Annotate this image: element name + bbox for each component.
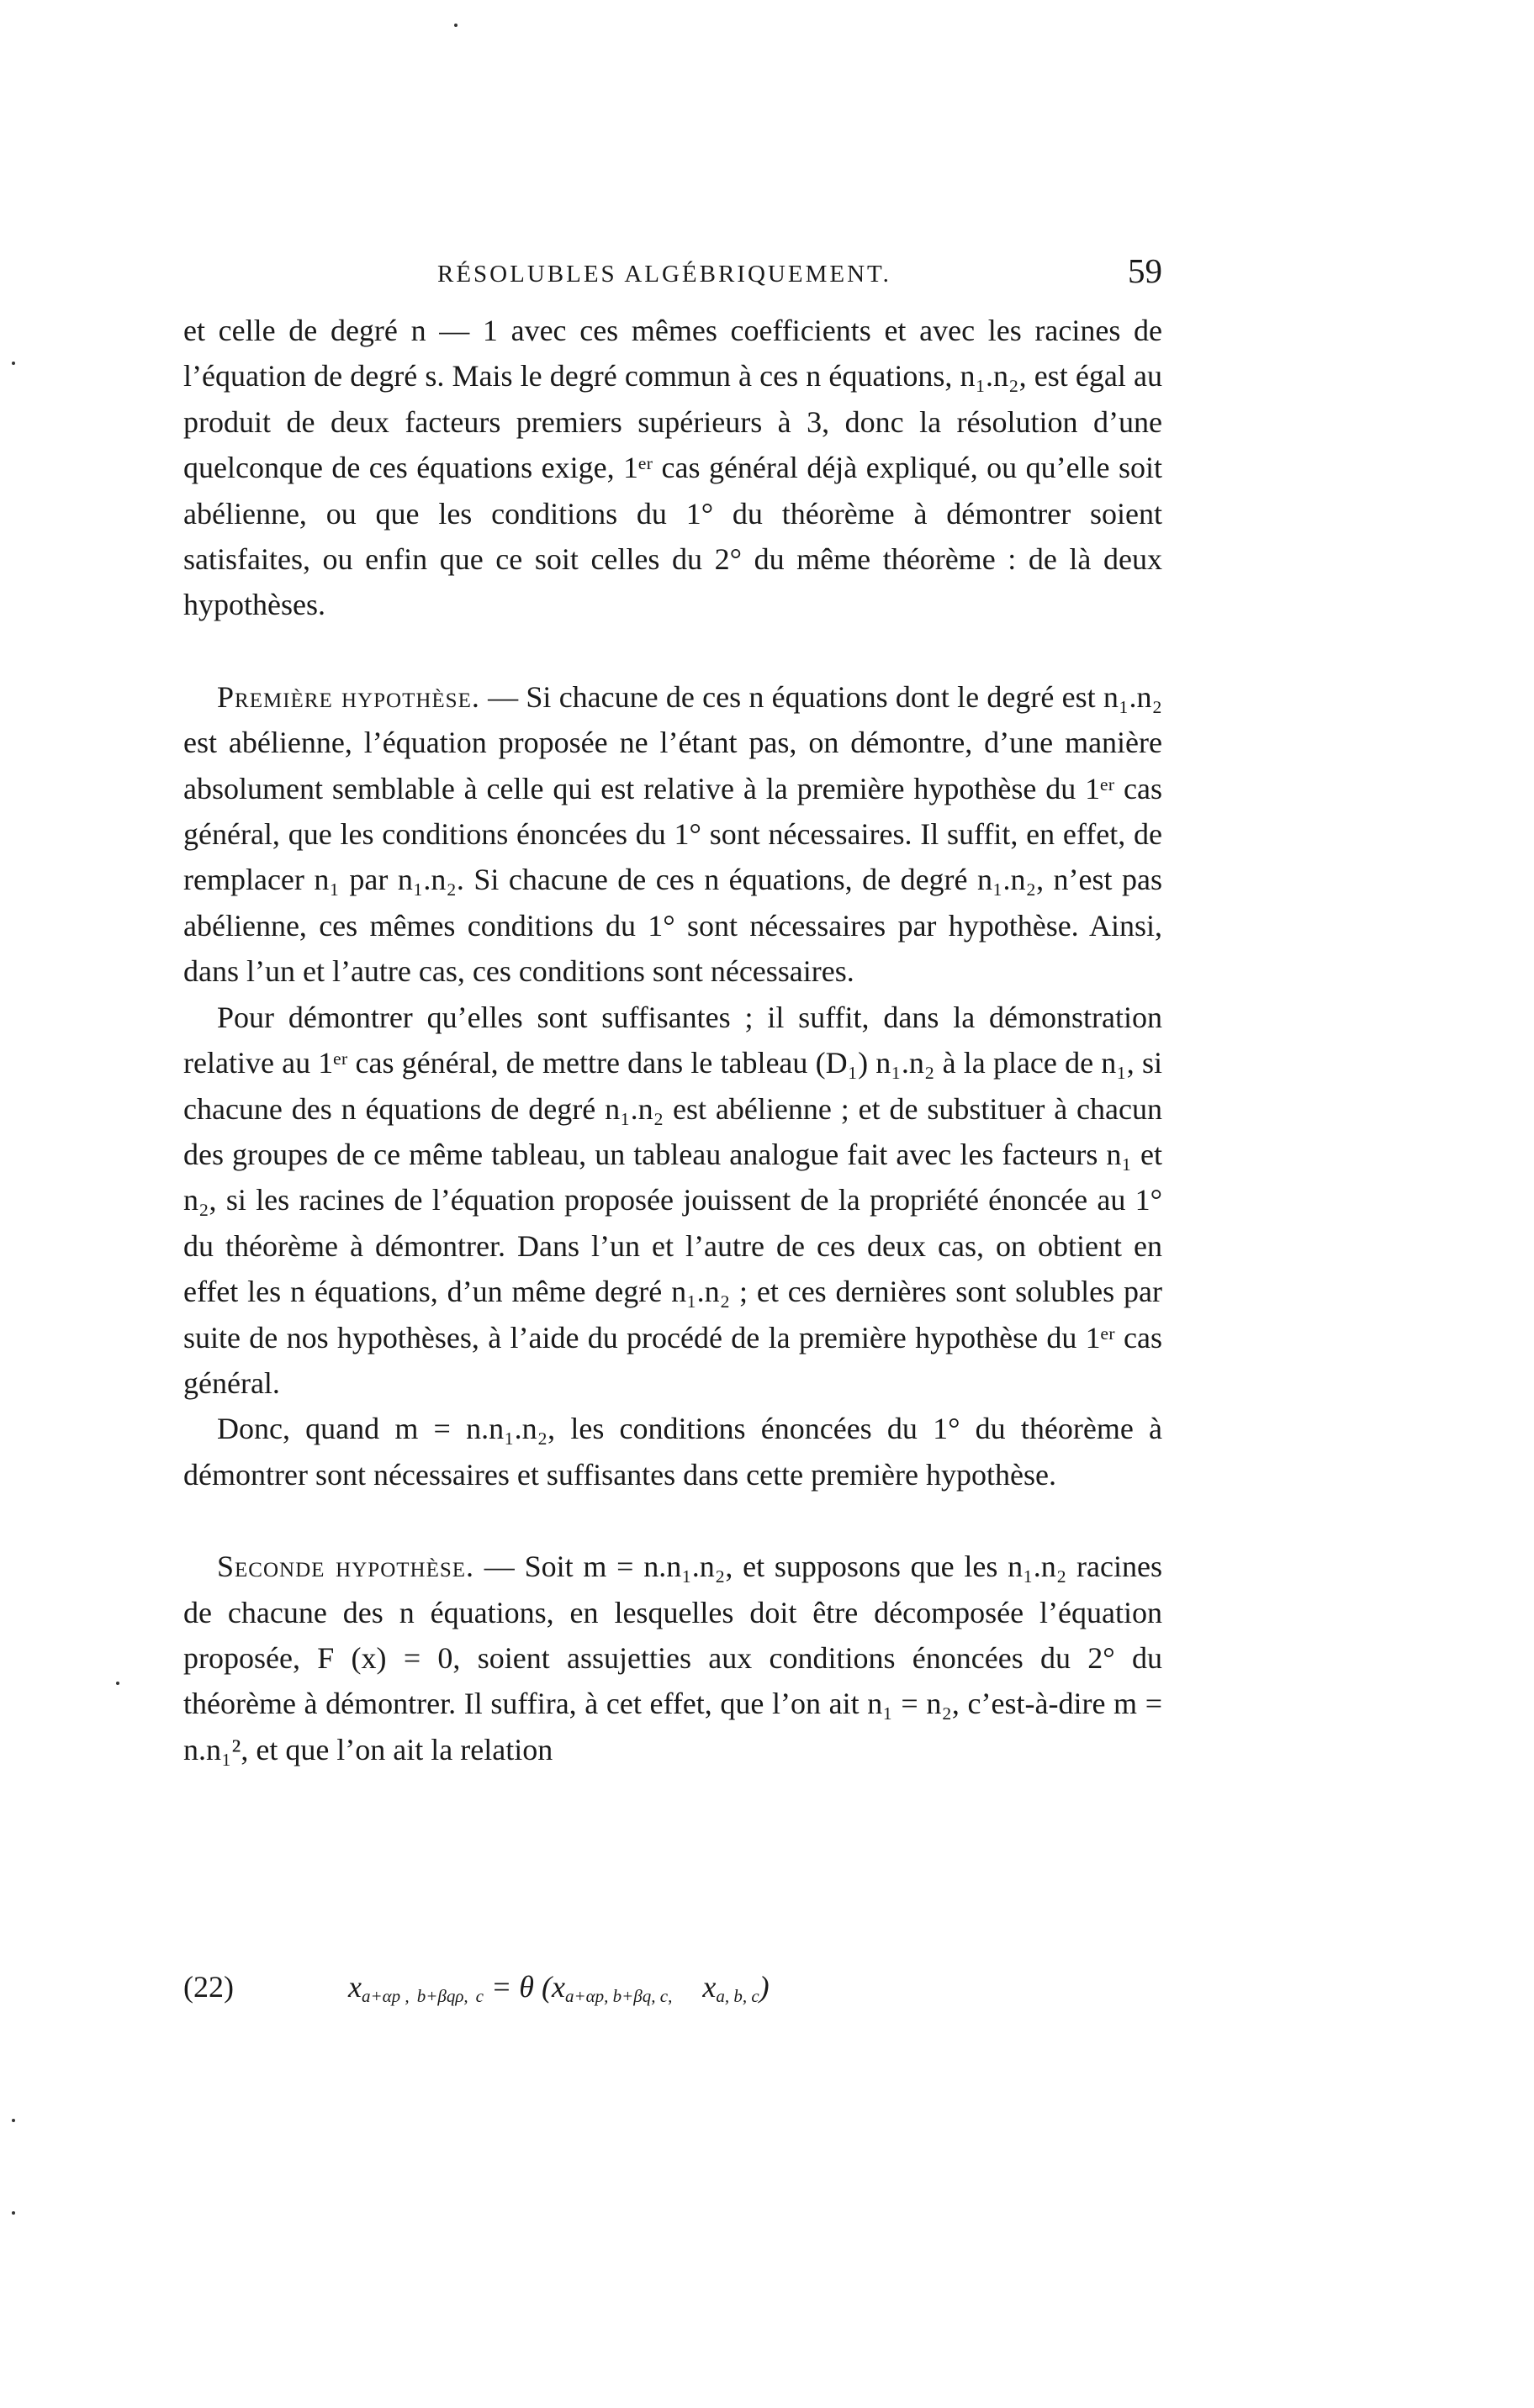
paragraph-2-text: — Si chacune de ces n équations dont le degré est n₁.n₂ est abélienne, l’équation proposée ne l’étant pas, on démontre, d’une manière absolument semblable à celle qui est relative à la première hypothèse du 1ᵉʳ cas général, que les conditions énoncées du 1° sont nécessaires. Il suffit, en effet, de remplacer n₁ par n₁.n₂. Si chacune de ces n équations, de degré n₁.n₂, n’est pas abélienne, ces mêmes conditions du 1° sont nécessaires par hypothèse. Ainsi, dans l’un et l’autre cas, ces conditions sont nécessaires.	[183, 679, 1163, 989]
equation-label: (22)	[183, 1970, 234, 2004]
running-head: RÉSOLUBLES ALGÉBRIQUEMENT.	[437, 261, 891, 288]
scan-speck	[116, 1682, 119, 1685]
paragraph-3: Pour démontrer qu’elles sont suffisantes ; il suffit, dans la démonstration relative au 1ᵉʳ cas général, de mettre dans le tableau (D₁) n₁.n₂ à la place de n₁, si chacune des n équations de degré n₁.n₂ est abélienne ; et de substituer à chacun des groupes de ce même tableau, un tableau analogue fait avec les facteurs n₁ et n₂, si les racines de l’équation proposée jouissent de la propriété énoncée au 1° du théorème à démontrer. Dans l’un et l’autre de ces deux cas, on obtient en effet les n équations, d’un même degré n₁.n₂ ; et ces dernières sont solubles par suite de nos hypothèses, à l’aide du procédé de la première hypothèse du 1ᵉʳ cas général.	[183, 1000, 1162, 1400]
eq-equals: =	[490, 1970, 512, 2004]
eq-close: )	[759, 1970, 770, 2004]
scan-speck	[12, 2211, 15, 2215]
equation-22	[183, 1969, 1162, 2016]
scan-speck	[12, 362, 15, 365]
eq-arg2-sub: a, b, c	[716, 1986, 759, 2006]
eq-arg1-sub: a+αp, b+βq, c,	[564, 1986, 673, 2006]
paragraph-premiere-hypothese	[183, 674, 1162, 995]
section-heading-premiere: Première hypothèse.	[217, 679, 480, 714]
eq-arg1-var: x	[551, 1970, 565, 2004]
equation-body	[348, 1969, 770, 2004]
paragraph-seconde-hypothese	[183, 1544, 1162, 1772]
paragraph-4: Donc, quand m = n.n₁.n₂, les conditions énoncées du 1° du théorème à démontrer sont nécessaires et suffisantes dans cette première hypothèse.	[183, 1412, 1162, 1492]
scan-speck	[454, 24, 458, 27]
eq-arg2-var: x	[702, 1970, 717, 2004]
eq-lhs-sub-1: a+αp ,	[361, 1986, 410, 2006]
eq-lhs-var: x	[348, 1970, 362, 2004]
page-number: 59	[1128, 251, 1162, 290]
page-header	[183, 251, 1162, 301]
paragraph-1: et celle de degré n — 1 avec ces mêmes coefficients et avec les racines de l’équation de degré s. Mais le degré commun à ces n équations, n₁.n₂, est égal au produit de deux facteurs premiers supérieurs à 3, donc la résolution d’une quelconque de ces équations exige, 1ᵉʳ cas général déjà expliqué, ou qu’elle soit abélienne, ou que les conditions du 1° du théorème à démontrer soient satisfaites, ou enfin que ce soit celles du 2° du même théorème : de là deux hypothèses.	[183, 314, 1162, 622]
paragraph-5-text: — Soit m = n.n₁.n₂, et supposons que les n₁.n₂ racines de chacune des n équations, en lesquelles doit être décomposée l’équation proposée, F (x) = 0, soient assujetties aux conditions énoncées du 2° du théorème à démontrer. Il suffira, à cet effet, que l’on ait n₁ = n₂, c’est-à-dire m = n.n₁², et que l’on ait la relation	[183, 1550, 1162, 1766]
eq-lhs-sub-2: b+βqρ,	[416, 1986, 468, 2006]
body-text	[183, 308, 1162, 1772]
scan-speck	[12, 2119, 15, 2122]
eq-lhs-sub-3: c	[475, 1986, 484, 2006]
section-heading-seconde: Seconde hypothèse.	[217, 1550, 475, 1584]
eq-theta: θ (	[519, 1970, 552, 2004]
